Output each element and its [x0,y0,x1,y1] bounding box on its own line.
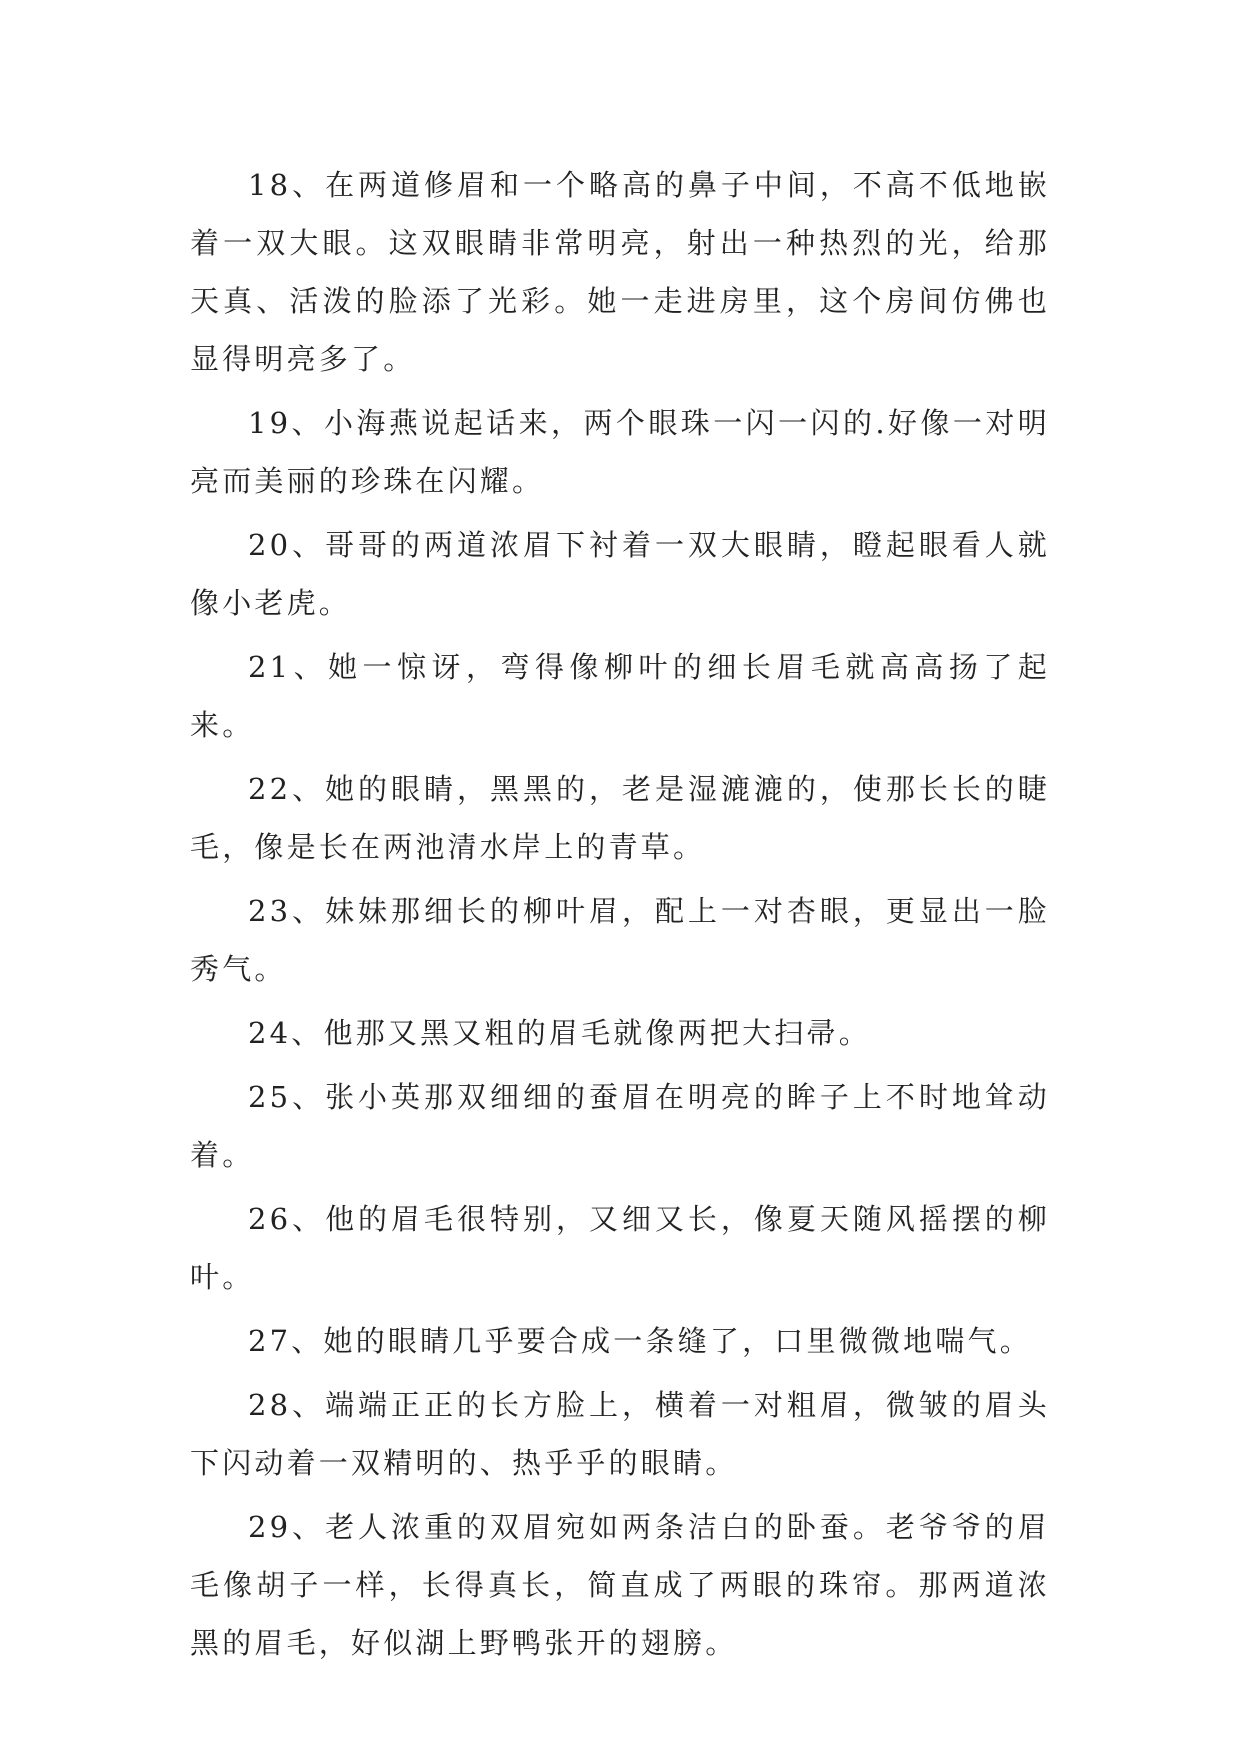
paragraph-26: 26、他的眉毛很特别，又细又长，像夏天随风摇摆的柳叶。 [190,1202,1050,1294]
paragraph-25: 25、张小英那双细细的蚕眉在明亮的眸子上不时地耸动着。 [190,1080,1050,1172]
paragraph-29: 29、老人浓重的双眉宛如两条洁白的卧蚕。老爷爷的眉毛像胡子一样，长得真长，简直成了两眼的珠帘。那两道浓黑的眉毛，好似湖上野鸭张开的翅膀。 [190,1510,1050,1660]
paragraph-22: 22、她的眼睛，黑黑的，老是湿漉漉的，使那长长的睫毛，像是长在两池清水岸上的青草。 [190,772,1050,864]
paragraph-21: 21、她一惊讶，弯得像柳叶的细长眉毛就高高扬了起来。 [190,650,1050,742]
paragraph-28: 28、端端正正的长方脸上，横着一对粗眉，微皱的眉头下闪动着一双精明的、热乎乎的眼睛。 [190,1388,1050,1480]
paragraph-20: 20、哥哥的两道浓眉下衬着一双大眼睛，瞪起眼看人就像小老虎。 [190,528,1050,620]
paragraph-27: 27、她的眼睛几乎要合成一条缝了，口里微微地喘气。 [248,1324,1032,1358]
document-body [190,156,1050,1678]
paragraph-19: 19、小海燕说起话来，两个眼珠一闪一闪的.好像一对明亮而美丽的珍珠在闪耀。 [190,406,1050,498]
paragraph-24: 24、他那又黑又粗的眉毛就像两把大扫帚。 [248,1016,871,1050]
paragraph-18: 18、在两道修眉和一个略高的鼻子中间，不高不低地嵌着一双大眼。这双眼睛非常明亮，射出一种热烈的光，给那天真、活泼的脸添了光彩。她一走进房里，这个房间仿佛也显得明亮多了。 [190,168,1050,376]
paragraph-23: 23、妹妹那细长的柳叶眉，配上一对杏眼，更显出一脸秀气。 [190,894,1050,986]
